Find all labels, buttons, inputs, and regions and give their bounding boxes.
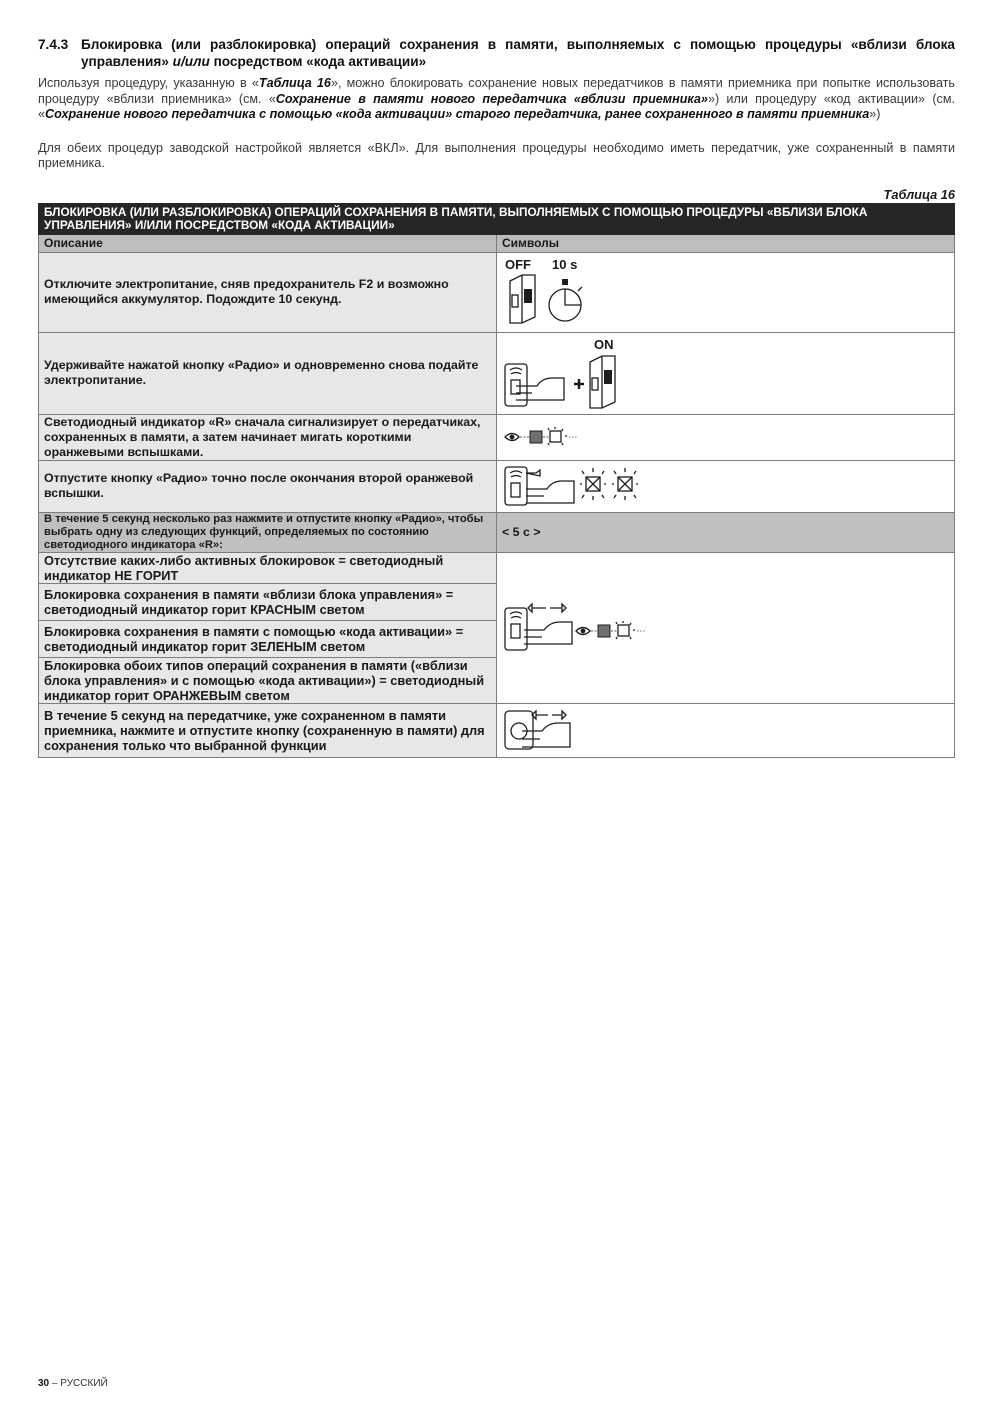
row-description: В течение 5 секунд несколько раз нажмите и отпустите кнопку «Радио», чтобы выбрать одну из следующих функций, определяемых по состоянию светодиодного индикатора «R»: bbox=[39, 512, 497, 552]
row-description: Светодиодный индикатор «R» сначала сигнализирует о передатчиках, сохраненных в памяти, а затем начинает мигать короткими оранжевыми вспышками. bbox=[39, 414, 497, 460]
stopwatch-icon bbox=[549, 279, 582, 321]
note-paragraph: Для обеих процедур заводской настройкой является «ВКЛ». Для выполнения процедуры необходимо иметь передатчик, уже сохраненный в памяти приемника. bbox=[38, 140, 955, 170]
led-blink-icon bbox=[548, 427, 578, 445]
procedure-reference-link[interactable]: Сохранение в памяти нового передатчика «вблизи приемника» bbox=[275, 91, 708, 106]
row-description: Отключите электропитание, сняв предохранитель F2 и возможно имеющийся аккумулятор. Подождите 10 секунд. bbox=[39, 252, 497, 332]
table-caption: Таблица 16 bbox=[883, 186, 955, 202]
eye-icon bbox=[505, 434, 519, 441]
row-symbols bbox=[497, 332, 955, 414]
procedure-reference-link[interactable]: Сохранение нового передатчика с помощью «кода активации» старого передатчика, ранее сохраненного в памяти приемника bbox=[45, 107, 870, 121]
led-blink-icon bbox=[616, 621, 646, 639]
led-on-icon bbox=[598, 625, 610, 637]
section-title: Блокировка (или разблокировка) операций сохранения в памяти, выполняемых с помощью процедуры «вблизи блока управления» и/или посредством «кода активации» bbox=[81, 37, 955, 69]
flash-icon bbox=[580, 468, 606, 500]
time-label: 10 s bbox=[552, 257, 578, 272]
page-footer bbox=[38, 1378, 108, 1389]
column-symbols: Символы bbox=[497, 234, 955, 252]
procedure-table bbox=[38, 203, 955, 758]
row-description: Отпустите кнопку «Радио» точно после окончания второй оранжевой вспышки. bbox=[39, 460, 497, 512]
row-description: Блокировка обоих типов операций сохранения в памяти («вблизи блока управления» и с помощью «кода активации») = светодиодный индикатор горит ОРАНЖЕВЫМ светом bbox=[39, 657, 497, 703]
footer-language: – РУССКИЙ bbox=[49, 1378, 108, 1389]
breaker-icon bbox=[590, 356, 615, 408]
hand-press-release-icon bbox=[505, 604, 572, 650]
page bbox=[38, 36, 955, 758]
led-on-icon bbox=[530, 431, 542, 443]
off-label: OFF bbox=[505, 257, 531, 272]
row-description: Блокировка сохранения в памяти «вблизи блока управления» = светодиодный индикатор горит КРАСНЫМ светом bbox=[39, 583, 497, 620]
row-symbols bbox=[497, 703, 955, 757]
timer-symbol: < 5 с > bbox=[497, 512, 955, 552]
hand-press-button-icon bbox=[505, 364, 564, 406]
intro-paragraph: Используя процедуру, указанную в «Таблица 16», можно блокировать сохранение новых передатчиков в памяти приемника при попытке использовать процедуру «вблизи приемника» (см. «Сохранение в памяти нового передатчика «вблизи приемника»») или процедуру «код активации» (см. «Сохранение нового передатчика с помощью «кода активации» старого передатчика, ранее сохраненного в памяти приемника») bbox=[38, 76, 955, 121]
row-symbols bbox=[497, 252, 955, 332]
row-description: В течение 5 секунд на передатчике, уже сохраненном в памяти приемника, нажмите и отпустите кнопку (сохраненную в памяти) для сохранения только что выбранной функции bbox=[39, 703, 497, 757]
table-row bbox=[39, 703, 955, 757]
table-header: БЛОКИРОВКА (ИЛИ РАЗБЛОКИРОВКА) ОПЕРАЦИЙ СОХРАНЕНИЯ В ПАМЯТИ, ВЫПОЛНЯЕМЫХ С ПОМОЩЬЮ ПРОЦЕДУРЫ «ВБЛИЗИ БЛОКА УПРАВЛЕНИЯ» И/ИЛИ ПОСРЕДСТВОМ «КОДА АКТИВАЦИИ» bbox=[39, 203, 955, 234]
section-number: 7.4.3 bbox=[38, 37, 69, 52]
hand-press-transmitter-icon bbox=[505, 711, 570, 749]
table-row bbox=[39, 552, 955, 583]
page-number: 30 bbox=[38, 1378, 50, 1389]
row-symbols bbox=[497, 460, 955, 512]
hand-release-button-icon bbox=[505, 467, 574, 505]
table-row bbox=[39, 332, 955, 414]
row-description: Блокировка сохранения в памяти с помощью «кода активации» = светодиодный индикатор горит ЗЕЛЕНЫМ светом bbox=[39, 620, 497, 657]
row-symbols bbox=[497, 552, 955, 703]
table-row bbox=[39, 252, 955, 332]
flash-icon bbox=[612, 468, 638, 500]
on-label: ON bbox=[594, 337, 614, 352]
table-reference-link[interactable]: Таблица 16 bbox=[258, 76, 331, 90]
row-description: Удерживайте нажатой кнопку «Радио» и одновременно снова подайте электропитание. bbox=[39, 332, 497, 414]
eye-icon bbox=[576, 627, 590, 634]
column-description: Описание bbox=[39, 234, 497, 252]
table-row bbox=[39, 512, 955, 552]
row-symbols bbox=[497, 414, 955, 460]
table-row bbox=[39, 460, 955, 512]
breaker-icon bbox=[510, 275, 535, 323]
table-row bbox=[39, 414, 955, 460]
plus-icon bbox=[574, 379, 584, 389]
row-description: Отсутствие каких-либо активных блокировок = светодиодный индикатор НЕ ГОРИТ bbox=[39, 552, 497, 583]
section-heading bbox=[38, 36, 955, 70]
